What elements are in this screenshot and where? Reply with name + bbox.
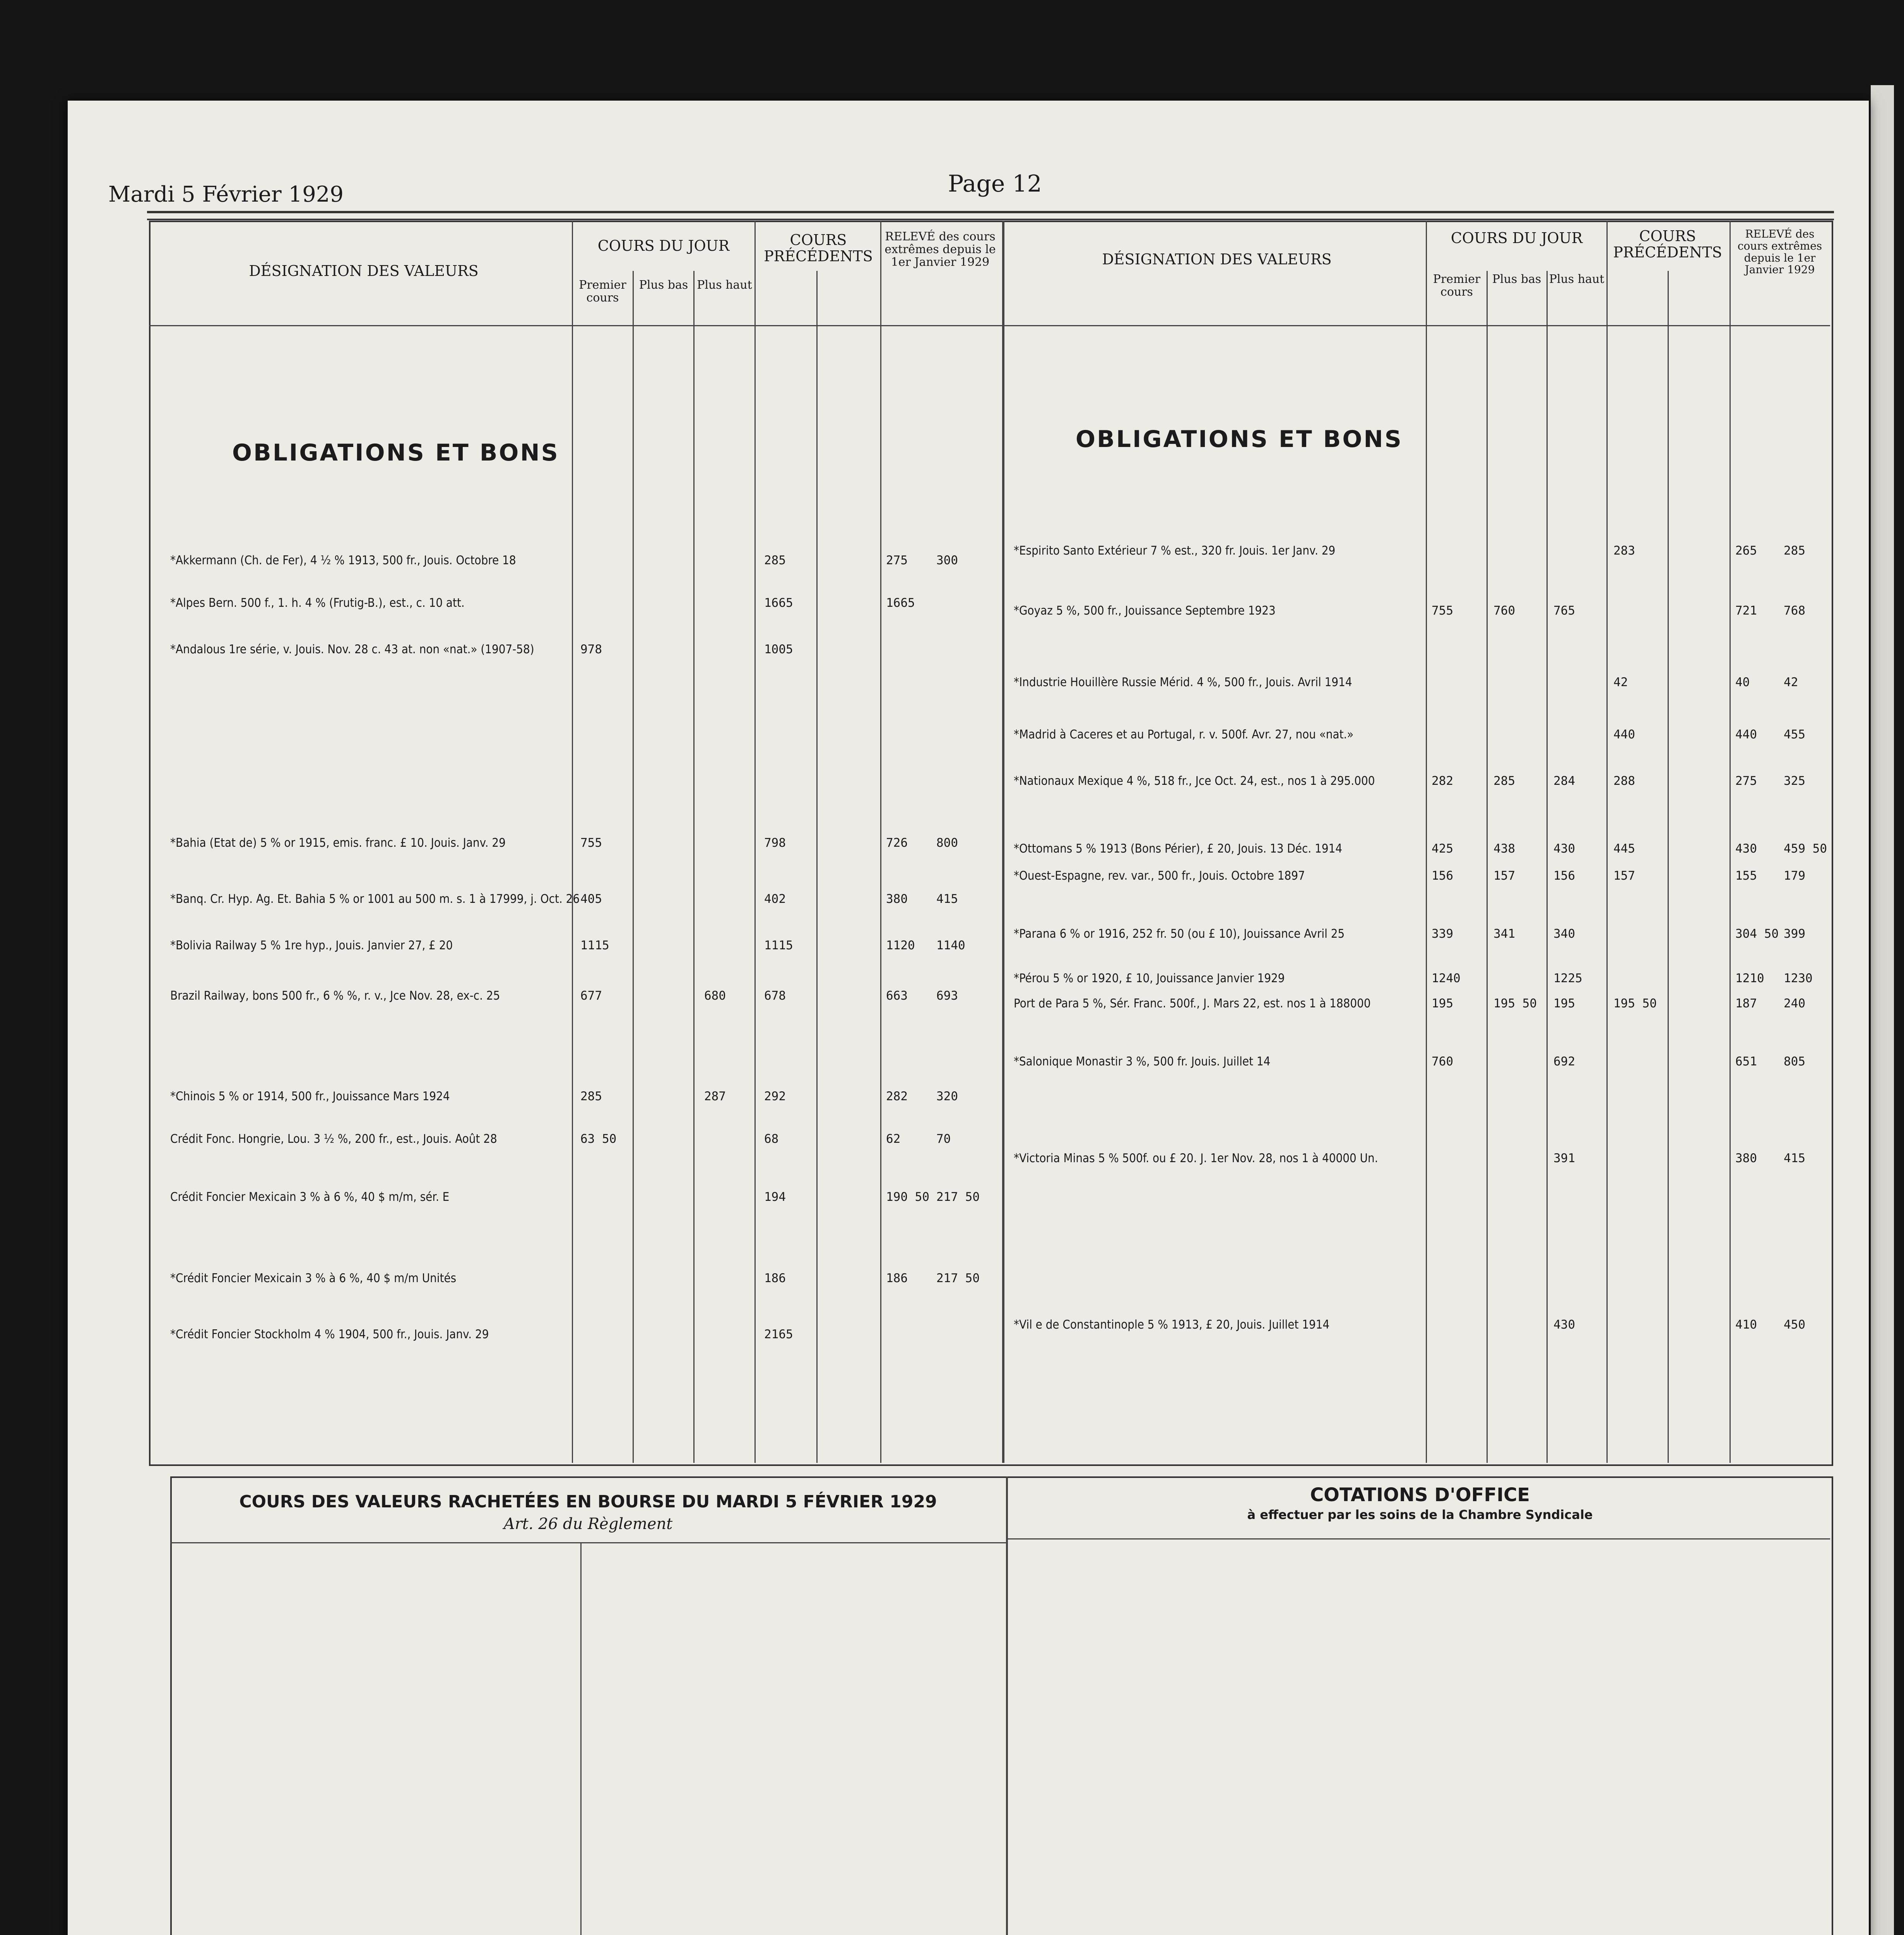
obligation-value: 186 bbox=[886, 1271, 908, 1285]
rachetees-title: COURS DES VALEURS RACHETÉES EN BOURSE DU MARDI 5 FÉVRIER 1929 bbox=[239, 1492, 937, 1512]
obligation-value: 285 bbox=[1784, 544, 1805, 558]
left-plus-bas: Plus bas bbox=[639, 278, 688, 292]
obligation-value: 380 bbox=[1735, 1151, 1757, 1165]
obligation-value: 651 bbox=[1735, 1055, 1757, 1069]
obligation-value: 1115 bbox=[764, 938, 793, 952]
obligation-value: 391 bbox=[1553, 1151, 1575, 1165]
obligation-value: 285 bbox=[764, 553, 786, 567]
obligation-value: 157 bbox=[1493, 869, 1515, 883]
obligation-value: 663 bbox=[886, 989, 908, 1003]
obligation-value: 760 bbox=[1432, 1055, 1453, 1069]
obligation-value: 195 50 bbox=[1493, 997, 1537, 1010]
obligation-value: 282 bbox=[886, 1089, 908, 1103]
right-designation-header: DÉSIGNATION DES VALEURS bbox=[1102, 251, 1332, 268]
header-bottom-rule bbox=[149, 325, 1830, 326]
right-cours-du-jour: COURS DU JOUR bbox=[1451, 229, 1583, 247]
right-col-line bbox=[1426, 221, 1427, 1463]
obligation-value: 157 bbox=[1613, 869, 1635, 883]
obligation-value: 798 bbox=[764, 836, 786, 850]
obligation-value: 805 bbox=[1784, 1055, 1805, 1069]
obligation-name: *Vil e de Constantinople 5 % 1913, £ 20, Jouis. Juillet 1914 bbox=[1014, 1318, 1330, 1332]
obligation-value: 978 bbox=[580, 642, 602, 656]
obligation-name: *Bolivia Railway 5 % 1re hyp., Jouis. Janvier 27, £ 20 bbox=[170, 938, 453, 952]
cotations-title: COTATIONS D'OFFICE bbox=[1310, 1484, 1530, 1506]
obligation-value: 186 bbox=[764, 1271, 786, 1285]
obligation-value: 190 50 bbox=[886, 1190, 929, 1204]
obligation-value: 70 bbox=[936, 1132, 951, 1146]
right-plus-bas: Plus bas bbox=[1492, 272, 1541, 286]
obligation-value: 325 bbox=[1784, 774, 1805, 788]
left-obligations-title: OBLIGATIONS ET BONS bbox=[232, 439, 559, 466]
obligation-value: 282 bbox=[1432, 774, 1453, 788]
obligation-value: 680 bbox=[704, 989, 726, 1003]
obligation-name: *Industrie Houillère Russie Mérid. 4 %, 500 fr., Jouis. Avril 1914 bbox=[1014, 675, 1352, 689]
obligation-value: 68 bbox=[764, 1132, 779, 1146]
left-releve: RELEVÉ des cours extrêmes depuis le 1er Janvier 1929 bbox=[884, 230, 996, 269]
obligation-value: 320 bbox=[936, 1089, 958, 1103]
obligation-value: 425 bbox=[1432, 842, 1453, 856]
rachetees-subtitle: Art. 26 du Règlement bbox=[503, 1515, 673, 1533]
header-rule bbox=[147, 211, 1834, 220]
obligation-name: *Bahia (Etat de) 5 % or 1915, emis. franc. £ 10. Jouis. Janv. 29 bbox=[170, 836, 506, 850]
right-obligations-title: OBLIGATIONS ET BONS bbox=[1076, 426, 1403, 453]
obligation-value: 156 bbox=[1553, 869, 1575, 883]
obligation-value: 1210 bbox=[1735, 971, 1764, 985]
obligation-value: 1240 bbox=[1432, 971, 1461, 985]
obligation-value: 155 bbox=[1735, 869, 1757, 883]
left-col-line bbox=[633, 271, 634, 1463]
obligation-value: 678 bbox=[764, 989, 786, 1003]
page-number: Page 12 bbox=[948, 170, 1042, 197]
obligation-value: 692 bbox=[1553, 1055, 1575, 1069]
rachetees-rule bbox=[170, 1542, 1006, 1543]
left-designation-header: DÉSIGNATION DES VALEURS bbox=[249, 262, 479, 279]
obligation-value: 339 bbox=[1432, 927, 1453, 941]
cotations-subtitle: à effectuer par les soins de la Chambre Syndicale bbox=[1247, 1507, 1593, 1522]
obligation-name: *Andalous 1re série, v. Jouis. Nov. 28 c. 43 at. non «nat.» (1907-58) bbox=[170, 642, 534, 656]
obligation-value: 341 bbox=[1493, 927, 1515, 941]
right-col-line bbox=[1546, 271, 1548, 1463]
obligation-name: *Salonique Monastir 3 %, 500 fr. Jouis. Juillet 14 bbox=[1014, 1055, 1271, 1069]
obligation-name: *Crédit Foncier Mexicain 3 % à 6 %, 40 $ m/m Unités bbox=[170, 1271, 457, 1285]
obligation-value: 1115 bbox=[580, 938, 609, 952]
obligation-value: 300 bbox=[936, 553, 958, 567]
obligation-name: Crédit Foncier Mexicain 3 % à 6 %, 40 $ m/m, sér. E bbox=[170, 1190, 450, 1204]
rachetees-col-line bbox=[580, 1542, 582, 1935]
left-col-line bbox=[816, 271, 818, 1463]
obligation-value: 40 bbox=[1735, 675, 1750, 689]
obligation-name: *Espirito Santo Extérieur 7 % est., 320 fr. Jouis. 1er Janv. 29 bbox=[1014, 544, 1336, 558]
obligation-name: *Ottomans 5 % 1913 (Bons Périer), £ 20, Jouis. 13 Déc. 1914 bbox=[1014, 842, 1343, 856]
left-col-line bbox=[572, 221, 573, 1463]
obligation-value: 765 bbox=[1553, 604, 1575, 618]
obligation-value: 415 bbox=[1784, 1151, 1805, 1165]
cotations-rule bbox=[1006, 1538, 1830, 1539]
obligation-value: 459 50 bbox=[1784, 842, 1827, 856]
left-premier: Premier cours bbox=[579, 278, 626, 305]
center-divider bbox=[1002, 221, 1004, 1463]
obligation-value: 440 bbox=[1613, 728, 1635, 741]
obligation-value: 693 bbox=[936, 989, 958, 1003]
obligation-name: Brazil Railway, bons 500 fr., 6 % %, r. v., Jce Nov. 28, ex-c. 25 bbox=[170, 989, 500, 1003]
obligation-name: *Banq. Cr. Hyp. Ag. Et. Bahia 5 % or 1001 au 500 m. s. 1 à 17999, j. Oct. 26 bbox=[170, 892, 580, 906]
obligation-value: 399 bbox=[1784, 927, 1805, 941]
obligation-value: 755 bbox=[580, 836, 602, 850]
obligation-value: 42 bbox=[1613, 675, 1628, 689]
obligation-value: 445 bbox=[1613, 842, 1635, 856]
obligation-value: 430 bbox=[1735, 842, 1757, 856]
adjacent-page-edge bbox=[1871, 85, 1894, 1935]
obligation-value: 288 bbox=[1613, 774, 1635, 788]
obligation-value: 240 bbox=[1784, 997, 1805, 1010]
obligation-value: 195 50 bbox=[1613, 997, 1657, 1010]
obligation-value: 284 bbox=[1553, 774, 1575, 788]
page-date: Mardi 5 Février 1929 bbox=[108, 182, 344, 207]
obligation-value: 194 bbox=[764, 1190, 786, 1204]
right-plus-haut: Plus haut bbox=[1549, 272, 1605, 286]
obligation-value: 438 bbox=[1493, 842, 1515, 856]
obligation-value: 179 bbox=[1784, 869, 1805, 883]
obligation-value: 1005 bbox=[764, 642, 793, 656]
obligation-value: 768 bbox=[1784, 604, 1805, 618]
obligation-name: *Pérou 5 % or 1920, £ 10, Jouissance Janvier 1929 bbox=[1014, 971, 1285, 985]
obligation-value: 217 50 bbox=[936, 1190, 980, 1204]
obligation-value: 455 bbox=[1784, 728, 1805, 741]
obligation-value: 340 bbox=[1553, 927, 1575, 941]
obligation-value: 405 bbox=[580, 892, 602, 906]
obligation-name: *Akkermann (Ch. de Fer), 4 ½ % 1913, 500 fr., Jouis. Octobre 18 bbox=[170, 553, 516, 567]
obligation-value: 1230 bbox=[1784, 971, 1813, 985]
obligation-value: 380 bbox=[886, 892, 908, 906]
obligation-value: 195 bbox=[1432, 997, 1453, 1010]
obligation-value: 217 50 bbox=[936, 1271, 980, 1285]
rachetees-cotations-box bbox=[170, 1476, 1833, 1935]
obligation-value: 430 bbox=[1553, 842, 1575, 856]
left-cours-precedents: COURS PRÉCÉDENTS bbox=[764, 231, 873, 265]
obligation-value: 304 50 bbox=[1735, 927, 1779, 941]
obligation-value: 275 bbox=[886, 553, 908, 567]
right-col-line bbox=[1668, 271, 1669, 1463]
left-col-line bbox=[693, 271, 695, 1463]
obligation-name: *Nationaux Mexique 4 %, 518 fr., Jce Oct. 24, est., nos 1 à 295.000 bbox=[1014, 774, 1375, 788]
right-cours-precedents: COURS PRÉCÉDENTS bbox=[1613, 228, 1722, 261]
obligation-value: 760 bbox=[1493, 604, 1515, 618]
obligation-value: 283 bbox=[1613, 544, 1635, 558]
obligation-name: *Goyaz 5 %, 500 fr., Jouissance Septembre 1923 bbox=[1014, 604, 1276, 618]
obligation-value: 440 bbox=[1735, 728, 1757, 741]
obligation-name: *Alpes Bern. 500 f., 1. h. 4 % (Frutig-B.), est., c. 10 att. bbox=[170, 596, 465, 610]
obligation-value: 42 bbox=[1784, 675, 1798, 689]
obligation-value: 187 bbox=[1735, 997, 1757, 1010]
obligation-value: 1665 bbox=[886, 596, 915, 610]
obligation-value: 800 bbox=[936, 836, 958, 850]
obligation-value: 2165 bbox=[764, 1327, 793, 1341]
obligation-name: *Crédit Foncier Stockholm 4 % 1904, 500 fr., Jouis. Janv. 29 bbox=[170, 1327, 489, 1341]
obligation-value: 1120 bbox=[886, 938, 915, 952]
obligation-value: 430 bbox=[1553, 1318, 1575, 1332]
obligation-value: 1665 bbox=[764, 596, 793, 610]
obligation-value: 195 bbox=[1553, 997, 1575, 1010]
obligation-value: 450 bbox=[1784, 1318, 1805, 1332]
obligation-value: 402 bbox=[764, 892, 786, 906]
obligation-value: 285 bbox=[580, 1089, 602, 1103]
obligation-name: *Victoria Minas 5 % 500f. ou £ 20. J. 1er Nov. 28, nos 1 à 40000 Un. bbox=[1014, 1151, 1378, 1165]
obligation-value: 410 bbox=[1735, 1318, 1757, 1332]
obligation-value: 726 bbox=[886, 836, 908, 850]
right-releve: RELEVÉ des cours extrêmes depuis le 1er Janvier 1929 bbox=[1737, 228, 1822, 276]
left-col-line bbox=[880, 221, 881, 1463]
left-plus-haut: Plus haut bbox=[697, 278, 752, 292]
obligation-value: 285 bbox=[1493, 774, 1515, 788]
obligation-value: 292 bbox=[764, 1089, 786, 1103]
right-col-line bbox=[1606, 221, 1608, 1463]
obligation-value: 275 bbox=[1735, 774, 1757, 788]
obligation-value: 677 bbox=[580, 989, 602, 1003]
obligation-name: *Chinois 5 % or 1914, 500 fr., Jouissance Mars 1924 bbox=[170, 1089, 450, 1103]
left-col-line bbox=[754, 221, 756, 1463]
obligation-value: 62 bbox=[886, 1132, 901, 1146]
right-col-line bbox=[1487, 271, 1488, 1463]
obligation-value: 1225 bbox=[1553, 971, 1582, 985]
obligation-value: 415 bbox=[936, 892, 958, 906]
obligation-name: *Parana 6 % or 1916, 252 fr. 50 (ou £ 10), Jouissance Avril 25 bbox=[1014, 927, 1345, 941]
obligation-value: 755 bbox=[1432, 604, 1453, 618]
right-premier: Premier cours bbox=[1433, 272, 1481, 299]
obligation-value: 156 bbox=[1432, 869, 1453, 883]
obligation-value: 287 bbox=[704, 1089, 726, 1103]
obligation-name: Crédit Fonc. Hongrie, Lou. 3 ½ %, 200 fr., est., Jouis. Août 28 bbox=[170, 1132, 497, 1146]
obligation-name: *Madrid à Caceres et au Portugal, r. v. 500f. Avr. 27, nou «nat.» bbox=[1014, 728, 1354, 741]
obligation-name: *Ouest-Espagne, rev. var., 500 fr., Jouis. Octobre 1897 bbox=[1014, 869, 1305, 883]
left-cours-du-jour: COURS DU JOUR bbox=[597, 237, 730, 254]
obligation-name: Port de Para 5 %, Sér. Franc. 500f., J. Mars 22, est. nos 1 à 188000 bbox=[1014, 997, 1371, 1010]
obligation-value: 63 50 bbox=[580, 1132, 617, 1146]
right-col-line bbox=[1730, 221, 1731, 1463]
obligation-value: 265 bbox=[1735, 544, 1757, 558]
middle-divider bbox=[1006, 1476, 1008, 1935]
obligation-value: 721 bbox=[1735, 604, 1757, 618]
obligation-value: 1140 bbox=[936, 938, 965, 952]
